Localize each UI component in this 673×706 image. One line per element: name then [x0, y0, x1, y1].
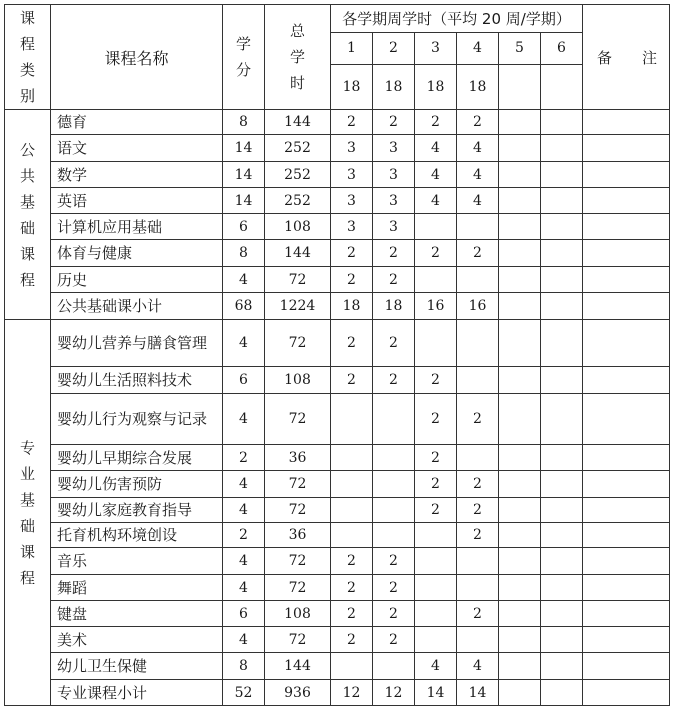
semester-weekly-hours [541, 498, 583, 523]
semester-weekly-hours [373, 471, 415, 498]
remarks-cell [583, 135, 670, 162]
semester-weeks: 18 [415, 64, 457, 109]
course-total-hours: 72 [265, 394, 331, 445]
semester-weekly-hours: 3 [373, 188, 415, 214]
semester-weekly-hours: 3 [373, 135, 415, 162]
course-total-hours: 252 [265, 135, 331, 162]
remarks-cell [583, 367, 670, 394]
semester-weekly-hours [415, 627, 457, 653]
semester-weekly-hours: 2 [415, 394, 457, 445]
semester-weekly-hours: 2 [415, 110, 457, 135]
semester-number: 6 [541, 32, 583, 64]
semester-weekly-hours [499, 653, 541, 680]
header-row-1 [5, 5, 670, 33]
course-total-hours: 72 [265, 498, 331, 523]
semester-weekly-hours: 2 [457, 471, 499, 498]
semester-weekly-hours: 2 [457, 498, 499, 523]
semester-weekly-hours [331, 471, 373, 498]
semester-weekly-hours: 2 [331, 575, 373, 601]
table-row [5, 548, 670, 575]
semester-weekly-hours: 4 [415, 135, 457, 162]
table-row [5, 575, 670, 601]
remarks-cell [583, 267, 670, 293]
header-course-name: 课程名称 [51, 5, 223, 110]
semester-weekly-hours: 2 [457, 523, 499, 548]
table-row [5, 653, 670, 680]
semester-weekly-hours [415, 267, 457, 293]
course-credits: 4 [223, 471, 265, 498]
remarks-cell [583, 471, 670, 498]
table-row [5, 367, 670, 394]
remarks-cell [583, 680, 670, 706]
semester-weekly-hours: 2 [415, 445, 457, 471]
semester-weekly-hours [331, 498, 373, 523]
semester-weekly-hours [541, 548, 583, 575]
course-name: 体育与健康 [51, 240, 223, 267]
course-total-hours: 108 [265, 214, 331, 240]
semester-weekly-hours [499, 214, 541, 240]
semester-weekly-hours: 2 [331, 267, 373, 293]
semester-weekly-hours: 4 [415, 188, 457, 214]
table-row [5, 523, 670, 548]
header-total-hours: 总学时 [265, 5, 331, 110]
course-credits: 4 [223, 575, 265, 601]
semester-weekly-hours: 2 [457, 601, 499, 627]
course-total-hours: 936 [265, 680, 331, 706]
table-row [5, 471, 670, 498]
semester-weekly-hours [415, 548, 457, 575]
semester-weekly-hours: 2 [373, 548, 415, 575]
course-name: 公共基础课小计 [51, 293, 223, 320]
semester-weekly-hours [499, 188, 541, 214]
remarks-cell [583, 653, 670, 680]
semester-weekly-hours: 4 [457, 162, 499, 188]
semester-weekly-hours: 2 [331, 320, 373, 367]
table-row [5, 627, 670, 653]
semester-weekly-hours [541, 575, 583, 601]
semester-number: 1 [331, 32, 373, 64]
semester-weekly-hours: 14 [415, 680, 457, 706]
semester-weekly-hours [499, 680, 541, 706]
table-row [5, 293, 670, 320]
semester-weekly-hours [457, 627, 499, 653]
semester-weekly-hours [499, 267, 541, 293]
course-credits: 4 [223, 394, 265, 445]
course-total-hours: 36 [265, 523, 331, 548]
table-row [5, 214, 670, 240]
course-credits: 2 [223, 523, 265, 548]
course-name: 舞蹈 [51, 575, 223, 601]
semester-weekly-hours [541, 240, 583, 267]
semester-weekly-hours [541, 367, 583, 394]
semester-weekly-hours [541, 320, 583, 367]
semester-weekly-hours [499, 293, 541, 320]
semester-weekly-hours [541, 110, 583, 135]
course-credits: 6 [223, 367, 265, 394]
semester-weekly-hours: 2 [457, 394, 499, 445]
semester-weeks: 18 [373, 64, 415, 109]
semester-weekly-hours [541, 162, 583, 188]
semester-weekly-hours: 2 [331, 627, 373, 653]
table-row [5, 162, 670, 188]
course-name: 历史 [51, 267, 223, 293]
course-name: 婴幼儿生活照料技术 [51, 367, 223, 394]
semester-weekly-hours: 4 [415, 162, 457, 188]
course-total-hours: 252 [265, 162, 331, 188]
semester-weekly-hours [541, 135, 583, 162]
semester-weekly-hours: 3 [331, 135, 373, 162]
semester-weekly-hours [541, 267, 583, 293]
semester-weekly-hours [415, 601, 457, 627]
semester-weekly-hours: 3 [331, 188, 373, 214]
semester-weekly-hours [499, 445, 541, 471]
semester-weekly-hours [541, 188, 583, 214]
course-category: 专业基础课程 [5, 320, 51, 706]
semester-weeks: 18 [331, 64, 373, 109]
semester-weekly-hours: 2 [373, 320, 415, 367]
course-name: 英语 [51, 188, 223, 214]
remarks-cell [583, 498, 670, 523]
course-name: 婴幼儿伤害预防 [51, 471, 223, 498]
table-row [5, 240, 670, 267]
semester-weekly-hours: 18 [373, 293, 415, 320]
course-credits: 6 [223, 214, 265, 240]
table-row [5, 445, 670, 471]
table-row [5, 601, 670, 627]
semester-weekly-hours: 4 [457, 188, 499, 214]
semester-weekly-hours: 2 [457, 240, 499, 267]
semester-weekly-hours: 2 [331, 110, 373, 135]
semester-weekly-hours: 12 [373, 680, 415, 706]
course-name: 婴幼儿行为观察与记录 [51, 394, 223, 445]
course-total-hours: 144 [265, 653, 331, 680]
semester-weekly-hours: 2 [373, 110, 415, 135]
course-total-hours: 144 [265, 240, 331, 267]
course-credits: 14 [223, 135, 265, 162]
semester-weekly-hours [331, 394, 373, 445]
semester-weekly-hours [541, 653, 583, 680]
semester-weekly-hours [541, 523, 583, 548]
course-credits: 4 [223, 548, 265, 575]
semester-weeks: 18 [457, 64, 499, 109]
semester-weekly-hours: 12 [331, 680, 373, 706]
table-row [5, 188, 670, 214]
course-name: 专业课程小计 [51, 680, 223, 706]
semester-weekly-hours: 2 [373, 575, 415, 601]
semester-weekly-hours: 2 [373, 627, 415, 653]
semester-weekly-hours [541, 293, 583, 320]
semester-weekly-hours [499, 601, 541, 627]
semester-weekly-hours [457, 267, 499, 293]
semester-weekly-hours [457, 320, 499, 367]
semester-weekly-hours [499, 240, 541, 267]
table-row [5, 110, 670, 135]
semester-weekly-hours [415, 523, 457, 548]
semester-weekly-hours [457, 214, 499, 240]
semester-weekly-hours [541, 394, 583, 445]
semester-weekly-hours [415, 320, 457, 367]
table-row [5, 267, 670, 293]
semester-weekly-hours [415, 214, 457, 240]
semester-weekly-hours [499, 523, 541, 548]
course-credits: 14 [223, 188, 265, 214]
course-name: 计算机应用基础 [51, 214, 223, 240]
table-row [5, 680, 670, 706]
course-name: 美术 [51, 627, 223, 653]
semester-weekly-hours [331, 445, 373, 471]
course-total-hours: 72 [265, 575, 331, 601]
semester-weekly-hours: 2 [373, 267, 415, 293]
table-row [5, 320, 670, 367]
semester-number: 2 [373, 32, 415, 64]
semester-weekly-hours [541, 680, 583, 706]
course-credits: 68 [223, 293, 265, 320]
course-name: 婴幼儿家庭教育指导 [51, 498, 223, 523]
semester-weekly-hours: 2 [415, 367, 457, 394]
course-total-hours: 108 [265, 601, 331, 627]
semester-weekly-hours: 2 [415, 498, 457, 523]
course-credits: 8 [223, 240, 265, 267]
semester-weekly-hours [457, 367, 499, 394]
course-name: 键盘 [51, 601, 223, 627]
semester-weekly-hours: 18 [331, 293, 373, 320]
course-credits: 2 [223, 445, 265, 471]
semester-weekly-hours: 3 [373, 162, 415, 188]
semester-weekly-hours [499, 498, 541, 523]
course-credits: 8 [223, 110, 265, 135]
semester-weekly-hours: 2 [373, 367, 415, 394]
semester-weekly-hours [457, 445, 499, 471]
semester-weekly-hours [499, 627, 541, 653]
semester-weekly-hours [499, 394, 541, 445]
semester-weekly-hours [373, 653, 415, 680]
course-credits: 4 [223, 320, 265, 367]
semester-weekly-hours [373, 394, 415, 445]
course-credits: 4 [223, 627, 265, 653]
semester-weekly-hours: 2 [373, 601, 415, 627]
table-row [5, 135, 670, 162]
semester-weekly-hours [457, 575, 499, 601]
semester-weekly-hours [499, 471, 541, 498]
course-name: 婴幼儿营养与膳食管理 [51, 320, 223, 367]
course-category: 公共基础课程 [5, 110, 51, 320]
semester-weekly-hours: 16 [457, 293, 499, 320]
semester-weekly-hours: 2 [331, 367, 373, 394]
semester-weekly-hours [499, 110, 541, 135]
semester-weekly-hours: 2 [331, 548, 373, 575]
course-name: 语文 [51, 135, 223, 162]
header-category: 课程类别 [5, 5, 51, 110]
semester-weekly-hours: 2 [415, 240, 457, 267]
course-credits: 52 [223, 680, 265, 706]
semester-weekly-hours [499, 320, 541, 367]
course-total-hours: 72 [265, 267, 331, 293]
header-semester-hours: 各学期周学时（平均 20 周/学期） [331, 5, 583, 33]
semester-weekly-hours: 2 [373, 240, 415, 267]
remarks-cell [583, 214, 670, 240]
semester-weekly-hours: 4 [457, 135, 499, 162]
remarks-cell [583, 627, 670, 653]
remarks-cell [583, 548, 670, 575]
semester-weekly-hours [499, 548, 541, 575]
course-name: 婴幼儿早期综合发展 [51, 445, 223, 471]
semester-weekly-hours [373, 445, 415, 471]
semester-weekly-hours: 3 [331, 162, 373, 188]
semester-weekly-hours [331, 523, 373, 548]
remarks-cell [583, 575, 670, 601]
semester-weekly-hours: 4 [457, 653, 499, 680]
semester-weekly-hours: 2 [457, 110, 499, 135]
semester-weekly-hours [373, 523, 415, 548]
course-name: 德育 [51, 110, 223, 135]
semester-weekly-hours [499, 575, 541, 601]
header-remarks: 备 注 [583, 5, 670, 110]
course-credits: 8 [223, 653, 265, 680]
course-total-hours: 72 [265, 320, 331, 367]
course-name: 音乐 [51, 548, 223, 575]
course-total-hours: 72 [265, 627, 331, 653]
semester-weekly-hours [373, 498, 415, 523]
semester-weekly-hours: 16 [415, 293, 457, 320]
course-total-hours: 252 [265, 188, 331, 214]
semester-weekly-hours: 2 [331, 240, 373, 267]
course-total-hours: 72 [265, 471, 331, 498]
semester-weekly-hours [331, 653, 373, 680]
semester-number: 3 [415, 32, 457, 64]
remarks-cell [583, 240, 670, 267]
remarks-cell [583, 394, 670, 445]
remarks-cell [583, 523, 670, 548]
course-schedule-table [4, 4, 670, 706]
semester-weekly-hours: 2 [331, 601, 373, 627]
semester-number: 4 [457, 32, 499, 64]
remarks-cell [583, 188, 670, 214]
semester-weekly-hours: 2 [415, 471, 457, 498]
semester-number: 5 [499, 32, 541, 64]
course-total-hours: 144 [265, 110, 331, 135]
remarks-cell [583, 293, 670, 320]
remarks-cell [583, 601, 670, 627]
semester-weekly-hours [499, 162, 541, 188]
semester-weekly-hours: 4 [415, 653, 457, 680]
course-total-hours: 108 [265, 367, 331, 394]
semester-weekly-hours [541, 601, 583, 627]
table-row [5, 394, 670, 445]
remarks-cell [583, 162, 670, 188]
semester-weekly-hours [541, 627, 583, 653]
header-credits: 学分 [223, 5, 265, 110]
semester-weekly-hours [415, 575, 457, 601]
semester-weekly-hours [499, 367, 541, 394]
semester-weekly-hours [541, 445, 583, 471]
course-name: 托育机构环境创设 [51, 523, 223, 548]
course-total-hours: 1224 [265, 293, 331, 320]
semester-weekly-hours [541, 214, 583, 240]
semester-weeks [541, 64, 583, 109]
course-credits: 4 [223, 498, 265, 523]
course-credits: 14 [223, 162, 265, 188]
semester-weekly-hours: 3 [331, 214, 373, 240]
table-row [5, 498, 670, 523]
semester-weeks [499, 64, 541, 109]
semester-weekly-hours [499, 135, 541, 162]
semester-weekly-hours [541, 471, 583, 498]
course-credits: 6 [223, 601, 265, 627]
semester-weekly-hours: 3 [373, 214, 415, 240]
course-name: 幼儿卫生保健 [51, 653, 223, 680]
course-total-hours: 72 [265, 548, 331, 575]
course-total-hours: 36 [265, 445, 331, 471]
course-name: 数学 [51, 162, 223, 188]
semester-weekly-hours: 14 [457, 680, 499, 706]
course-credits: 4 [223, 267, 265, 293]
remarks-cell [583, 110, 670, 135]
semester-weekly-hours [457, 548, 499, 575]
remarks-cell [583, 320, 670, 367]
remarks-cell [583, 445, 670, 471]
